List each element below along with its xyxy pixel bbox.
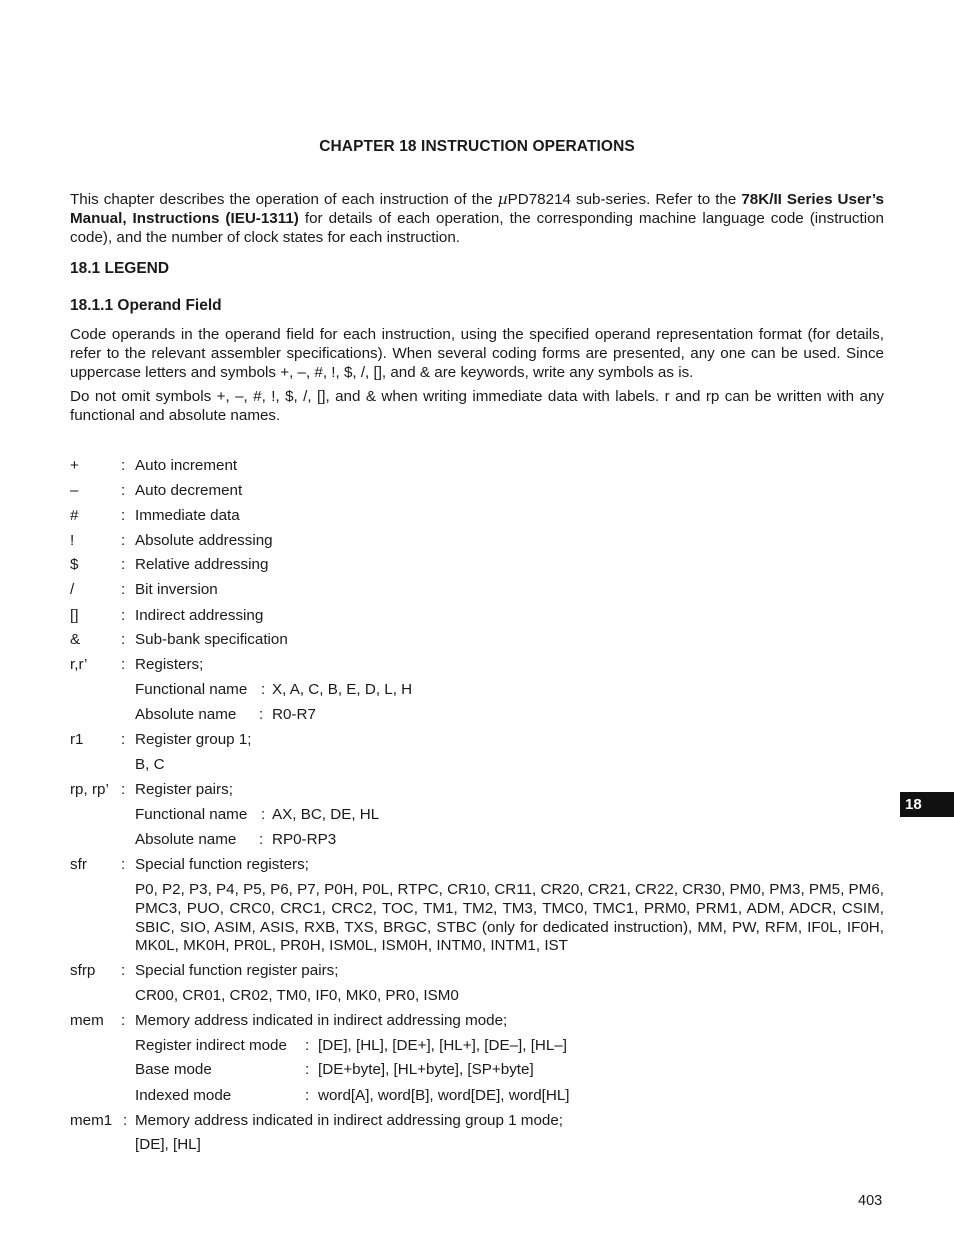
mem1-values: [DE], [HL] — [135, 1136, 201, 1153]
intro-text-3: for details of each operation, the corresponding machine language code (instruction code), and the number of clock states for each instruction. — [70, 209, 885, 246]
legend-description: Memory address indicated in indirect addressing mode; — [135, 1012, 508, 1029]
intro-text-2: PD78214 sub-series. Refer to the — [507, 191, 742, 208]
legend-symbol: + — [70, 457, 79, 474]
mode-colon: : — [305, 1037, 310, 1054]
section-heading: 18.1 LEGEND — [70, 260, 170, 277]
name-value: AX, BC, DE, HL — [272, 806, 380, 823]
name-colon: : — [259, 706, 264, 723]
mode-label: Base mode — [135, 1061, 212, 1078]
legend-description: Relative addressing — [135, 556, 269, 573]
register-group-values: B, C — [135, 756, 165, 773]
legend-description: Special function registers; — [135, 856, 309, 873]
sfr-list: P0, P2, P3, P4, P5, P6, P7, P0H, P0L, RTPC, CR10, CR11, CR20, CR21, CR22, CR30, PM0, PM3, PM5, PM6, PMC3, PUO, CRC0, CRC1, CRC2, TOC, TM1, TM2, TM3, TMC0, TMC1, PRM0, PRM1, ADM, ADCR, CSIM, SBIC, SIO, ASIM, ASIS, RXB, TXS, BRGC, STBC (only for dedicated instruction), MM, PW, RFM, IF0L, IF0H, MK0L, MK0H, PR0L, PR0H, ISM0L, ISM0H, INTM0, INTM1, IST — [135, 881, 884, 955]
legend-colon: : — [121, 581, 126, 598]
legend-description: Auto decrement — [135, 482, 243, 499]
legend-colon: : — [121, 556, 126, 573]
legend-colon: : — [121, 781, 126, 798]
name-colon: : — [261, 806, 266, 823]
legend-symbol: mem1 — [70, 1112, 113, 1129]
legend-description: Immediate data — [135, 507, 240, 524]
legend-symbol: # — [70, 507, 79, 524]
chapter-tab: 18 — [900, 792, 954, 817]
mode-label: Register indirect mode — [135, 1037, 287, 1054]
legend-description: Register pairs; — [135, 781, 233, 798]
mode-colon: : — [305, 1087, 310, 1104]
page-number: 403 — [858, 1193, 883, 1209]
mode-label: Indexed mode — [135, 1087, 232, 1104]
mode-value: [DE+byte], [HL+byte], [SP+byte] — [318, 1061, 534, 1078]
legend-description: Bit inversion — [135, 581, 218, 598]
chapter-title: CHAPTER 18 INSTRUCTION OPERATIONS — [319, 138, 635, 155]
legend-colon: : — [121, 1012, 126, 1029]
legend-colon: : — [121, 731, 126, 748]
legend-symbol: sfr — [70, 856, 87, 873]
legend-symbol: sfrp — [70, 962, 96, 979]
legend-symbol: rp, rp’ — [70, 781, 109, 798]
legend-symbol: & — [70, 631, 81, 648]
mode-colon: : — [305, 1061, 310, 1078]
legend-description: Indirect addressing — [135, 607, 264, 624]
legend-colon: : — [121, 457, 126, 474]
legend-colon: : — [121, 507, 126, 524]
sfrp-list: CR00, CR01, CR02, TM0, IF0, MK0, PR0, ISM0 — [135, 987, 459, 1004]
legend-description: Special function register pairs; — [135, 962, 339, 979]
name-colon: : — [259, 831, 264, 848]
name-label: Functional name — [135, 681, 248, 698]
intro-text-1: This chapter describes the operation of each instruction of the — [70, 191, 498, 208]
legend-description: Sub-bank specification — [135, 631, 288, 648]
legend-symbol: / — [70, 581, 75, 598]
mu-symbol: µ — [497, 190, 508, 208]
name-value: X, A, C, B, E, D, L, H — [272, 681, 413, 698]
legend-symbol: [] — [70, 607, 79, 624]
legend-symbol: mem — [70, 1012, 104, 1029]
legend-description: Auto increment — [135, 457, 238, 474]
legend-description: Register group 1; — [135, 731, 252, 748]
legend-colon: : — [123, 1112, 128, 1129]
legend-colon: : — [121, 962, 126, 979]
mode-value: word[A], word[B], word[DE], word[HL] — [318, 1087, 570, 1104]
legend-colon: : — [121, 631, 126, 648]
name-label: Functional name — [135, 806, 248, 823]
mode-value: [DE], [HL], [DE+], [HL+], [DE–], [HL–] — [318, 1037, 567, 1054]
intro-paragraph — [70, 190, 884, 247]
legend-colon: : — [121, 856, 126, 873]
legend-colon: : — [121, 532, 126, 549]
legend-symbol: ! — [70, 532, 75, 549]
legend-colon: : — [121, 482, 126, 499]
operand-paragraph-2: Do not omit symbols +, –, #, !, $, /, [], and & when writing immediate data with labels. r and rp can be written with any functional and absolute names. — [70, 388, 884, 424]
operand-paragraph-1: Code operands in the operand field for each instruction, using the specified operand representation format (for details, refer to the relevant assembler specifications). When several coding forms are presented, any one can be used. Since uppercase letters and symbols +, –, #, !, $, /, [], and & are keywords, write any symbols as is. — [70, 326, 884, 381]
legend-symbol: – — [70, 482, 79, 499]
legend-description: Memory address indicated in indirect addressing group 1 mode; — [135, 1112, 564, 1129]
name-label: Absolute name — [135, 831, 237, 848]
legend-description: Registers; — [135, 656, 204, 673]
name-colon: : — [261, 681, 266, 698]
name-value: R0-R7 — [272, 706, 316, 723]
legend-description: Absolute addressing — [135, 532, 273, 549]
name-label: Absolute name — [135, 706, 237, 723]
legend-symbol: r1 — [70, 731, 84, 748]
legend-symbol: r,r’ — [70, 656, 88, 673]
legend-colon: : — [121, 607, 126, 624]
legend-colon: : — [121, 656, 126, 673]
name-value: RP0-RP3 — [272, 831, 337, 848]
subsection-heading: 18.1.1 Operand Field — [70, 297, 222, 314]
manual-reference: 78K/II Series User’s Manual, Instructions (IEU-1311) — [70, 191, 884, 227]
legend-symbol: $ — [70, 556, 79, 573]
